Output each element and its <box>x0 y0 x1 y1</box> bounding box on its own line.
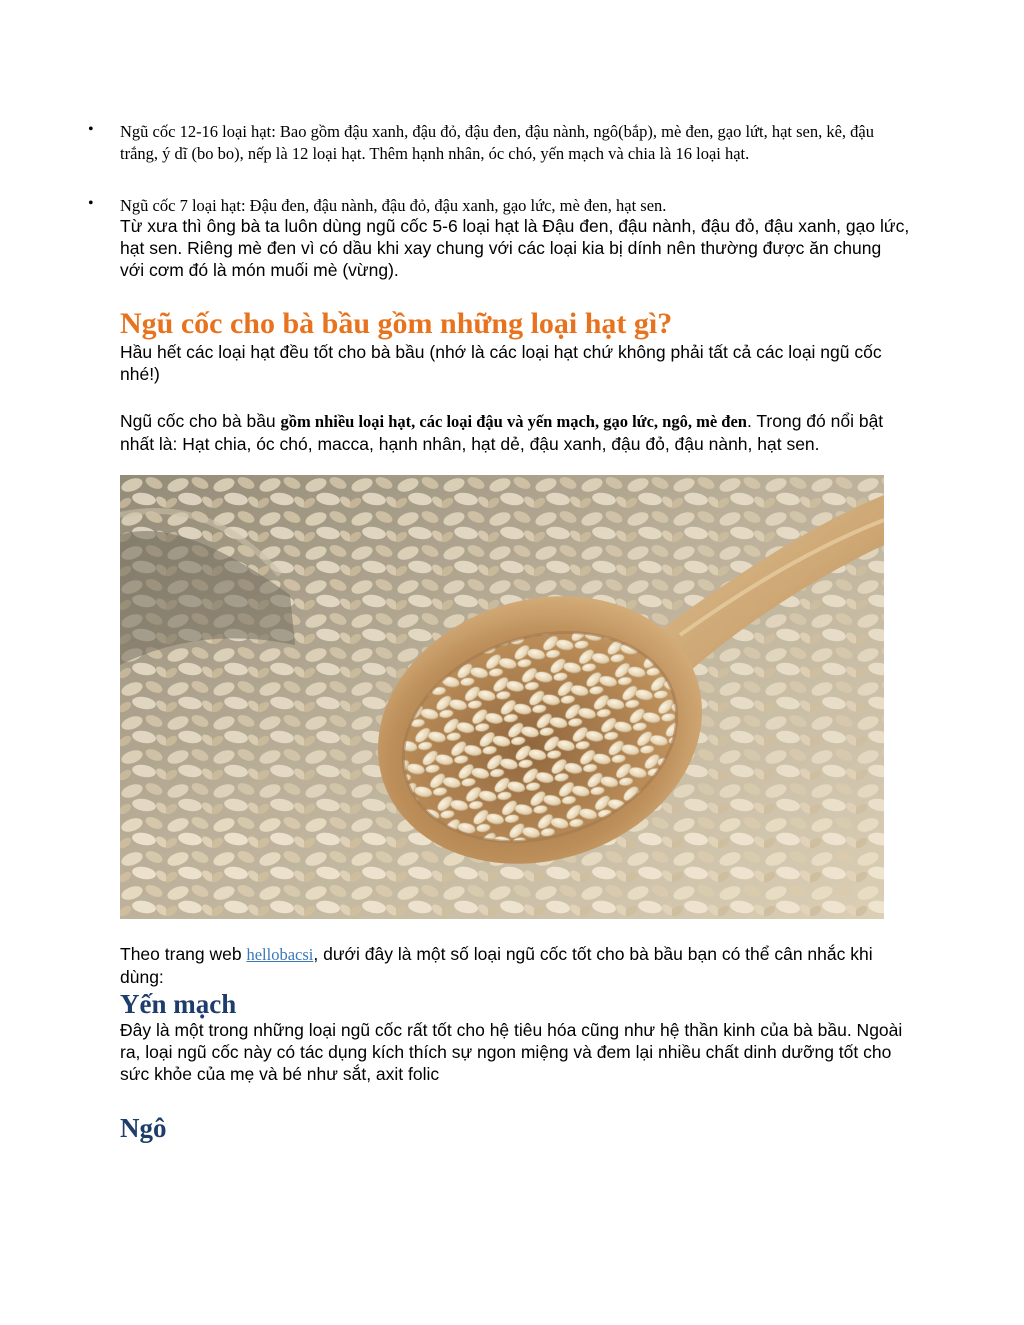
source-text-after: , dưới đây là một số loại ngũ cốc tốt cho bà bầu bạn có thể cân nhắc khi dùng: <box>120 944 873 987</box>
paragraph-bold-text: gồm nhiều loại hạt, các loại đậu và yến mạch, gạo lức, ngô, mè đen <box>280 412 747 431</box>
source-text-before: Theo trang web <box>120 944 247 964</box>
bullet-marker: • <box>88 195 94 212</box>
list-item-12-16-grains: Ngũ cốc 12-16 loại hạt: Bao gồm đậu xanh, đậu đỏ, đậu đen, đậu nành, ngô(bắp), mè đen, gạo lứt, hạt sen, kê, đậu trắng, ý dĩ (bo bo), nếp là 12 loại hạt. Thêm hạnh nhân, óc chó, yến mạch và chia là 16 loại hạt. <box>120 122 874 163</box>
section-intro-paragraph: Hầu hết các loại hạt đều tốt cho bà bầu (nhớ là các loại hạt chứ không phải tất cả các loại ngũ cốc nhé!) <box>120 342 882 384</box>
oats-description: Đây là một trong những loại ngũ cốc rất tốt cho hệ tiêu hóa cũng như hệ thần kinh của bà bầu. Ngoài ra, loại ngũ cốc này có tác dụng kích thích sự ngon miệng và đem lại nhiều chất dinh dưỡng tốt cho sức khỏe của mẹ và bé như sắt, axit folic <box>120 1020 903 1084</box>
section-grain-list-paragraph <box>120 410 910 455</box>
oat-flakes-spoon-image <box>120 475 884 919</box>
oat-flakes-wooden-spoon-photo-icon <box>120 475 884 919</box>
source-paragraph <box>120 943 910 988</box>
heading-oats: Yến mạch <box>120 989 237 1019</box>
paragraph-text-end: . Trong đó nổi bật nhất là: Hạt chia, óc chó, macca, hạnh nhân, hạt dẻ, đậu xanh, đậu đỏ, đậu nành, hạt sen. <box>120 411 884 454</box>
list-item-7-grains-detail: Từ xưa thì ông bà ta luôn dùng ngũ cốc 5-6 loại hạt là Đậu đen, đậu nành, đậu đỏ, đậu xanh, gạo lức, hạt sen. Riêng mè đen vì có dầu khi xay chung với các loại kia bị dính nên thường được ăn chung với cơm đó là món muối mè (vừng). <box>120 216 910 280</box>
heading-corn: Ngô <box>120 1113 167 1143</box>
list-item-7-grains: Ngũ cốc 7 loại hạt: Đậu đen, đậu nành, đậu đỏ, đậu xanh, gạo lức, mè đen, hạt sen. <box>120 196 667 215</box>
hellobacsi-link[interactable]: hellobacsi <box>246 945 314 964</box>
bullet-marker: • <box>88 121 94 138</box>
section-heading-grains-for-pregnancy: Ngũ cốc cho bà bầu gồm những loại hạt gì? <box>120 307 673 340</box>
paragraph-text-start: Ngũ cốc cho bà bầu <box>120 411 281 431</box>
